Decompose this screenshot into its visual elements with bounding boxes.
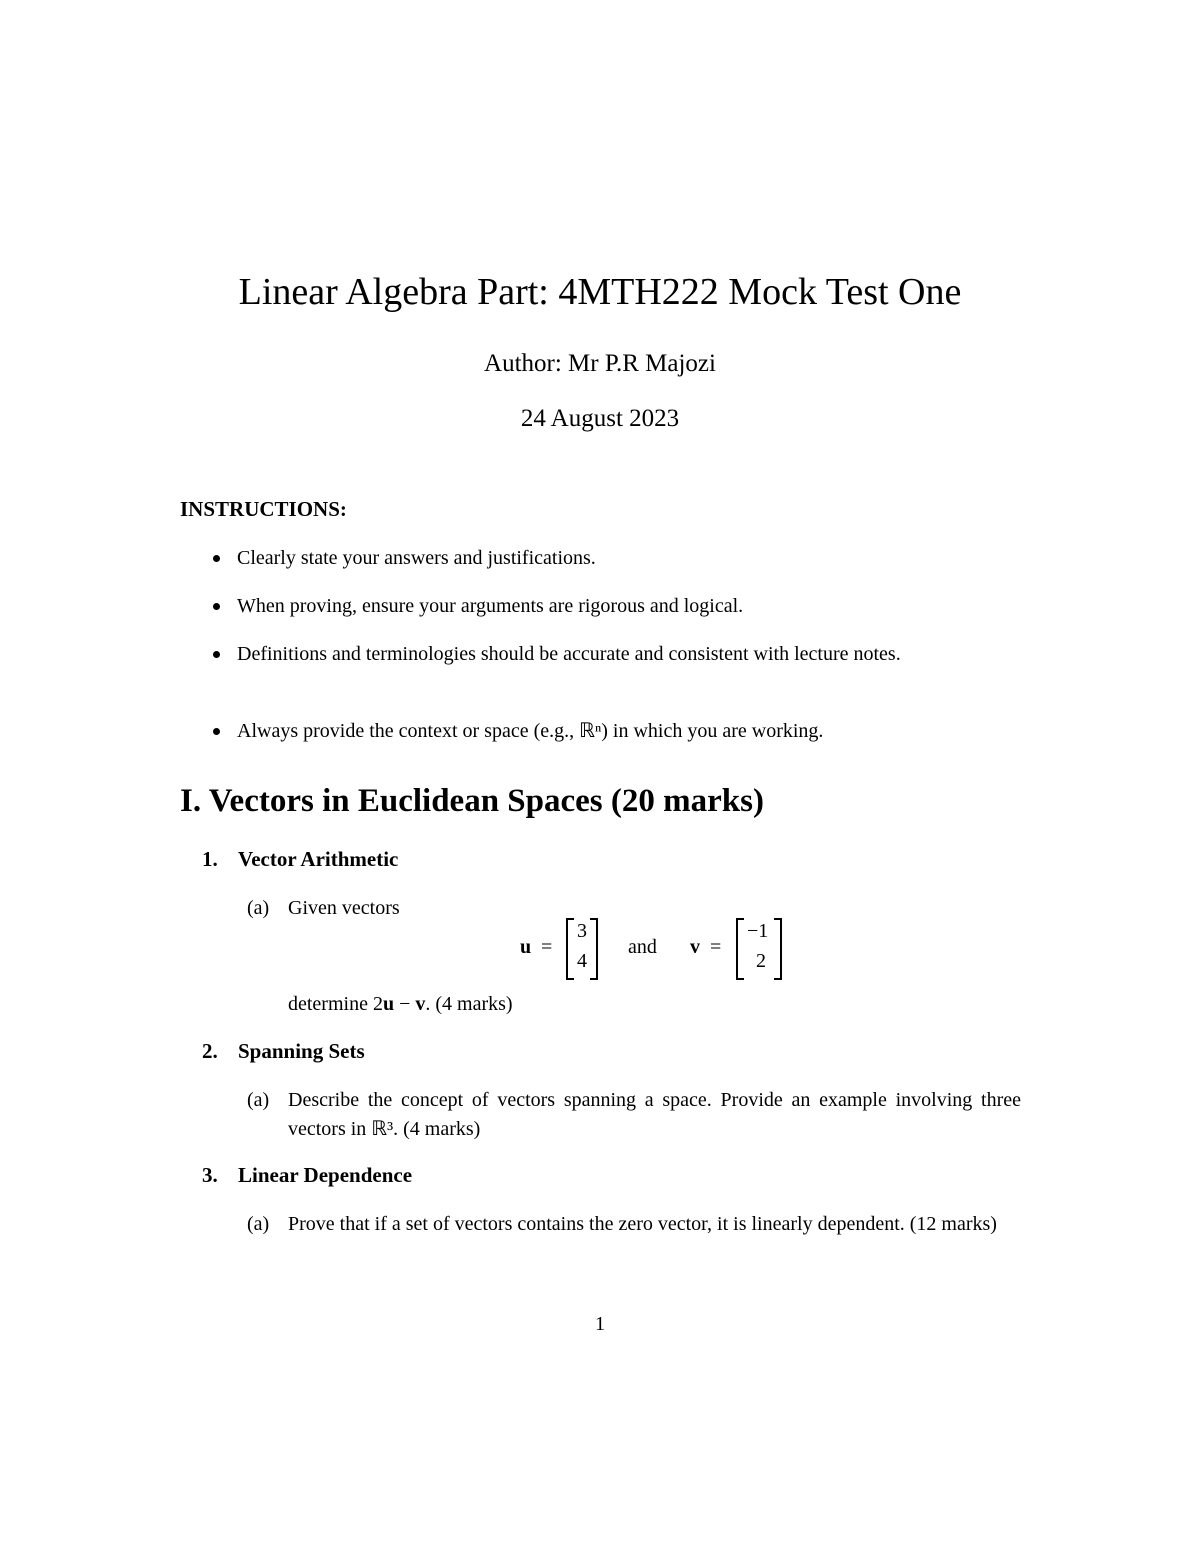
instruction-text: When proving, ensure your arguments are rigorous and logical. [237,595,744,617]
bullet-icon [213,555,220,562]
bullet-icon [213,603,220,610]
vector-equation [0,918,1200,982]
question-number: 1. [202,847,218,871]
and-connector: and [628,936,657,958]
vector-u-entry: 4 [577,950,587,972]
instruction-text: Always provide the context or space (e.g., ℝⁿ) in which you are working. [237,720,824,742]
question-title: Linear Dependence [238,1163,413,1187]
matrix-bracket-left [566,918,574,980]
document-title: Linear Algebra Part: 4MTH222 Mock Test One [238,271,962,313]
part-label: (a) [247,1213,270,1235]
part-label: (a) [247,1089,270,1111]
vector-v-entry: −1 [747,920,769,942]
question-title: Spanning Sets [238,1039,365,1063]
vector-u-symbol: u [382,993,395,1015]
question-heading [202,1163,412,1188]
section-title: I. Vectors in Euclidean Spaces (20 marks) [180,783,764,819]
followup-text: determine 2 [288,993,383,1015]
instructions-heading: INSTRUCTIONS: [180,497,347,521]
question-heading [202,847,398,872]
instruction-text: Definitions and terminologies should be accurate and consistent with lecture notes. [237,643,901,665]
part-text: Given vectors [288,897,400,919]
part-text: Describe the concept of vectors spanning a space. Provide an example involving three vectors in ℝ³. (4 marks) [288,1089,1021,1140]
matrix-bracket-right [774,918,782,980]
page-number: 1 [595,1313,605,1335]
followup-marks: . (4 marks) [425,993,513,1015]
question-number: 3. [202,1163,218,1187]
instruction-text: Clearly state your answers and justifications. [237,547,596,569]
part-text: Prove that if a set of vectors contains the zero vector, it is linearly dependent. (12 marks) [288,1213,997,1235]
document-date: 24 August 2023 [520,405,680,432]
question-title: Vector Arithmetic [238,847,399,871]
document-author: Author: Mr P.R Majozi [484,350,716,377]
vector-u-entry: 3 [577,920,587,942]
vector-v-symbol: v [690,936,700,958]
matrix-bracket-left [736,918,744,980]
question-number: 2. [202,1039,218,1063]
vector-u-symbol: u [520,936,532,958]
equals-sign: = [710,936,722,958]
bullet-icon [213,651,220,658]
minus-sign: − [394,993,416,1015]
vector-v-entry: 2 [756,950,766,972]
part-followup [288,990,1063,1019]
vector-v-symbol: v [415,993,426,1015]
part-label: (a) [247,897,270,919]
equals-sign: = [541,936,553,958]
question-heading [202,1039,365,1064]
matrix-bracket-right [590,918,598,980]
bullet-icon [213,728,220,735]
